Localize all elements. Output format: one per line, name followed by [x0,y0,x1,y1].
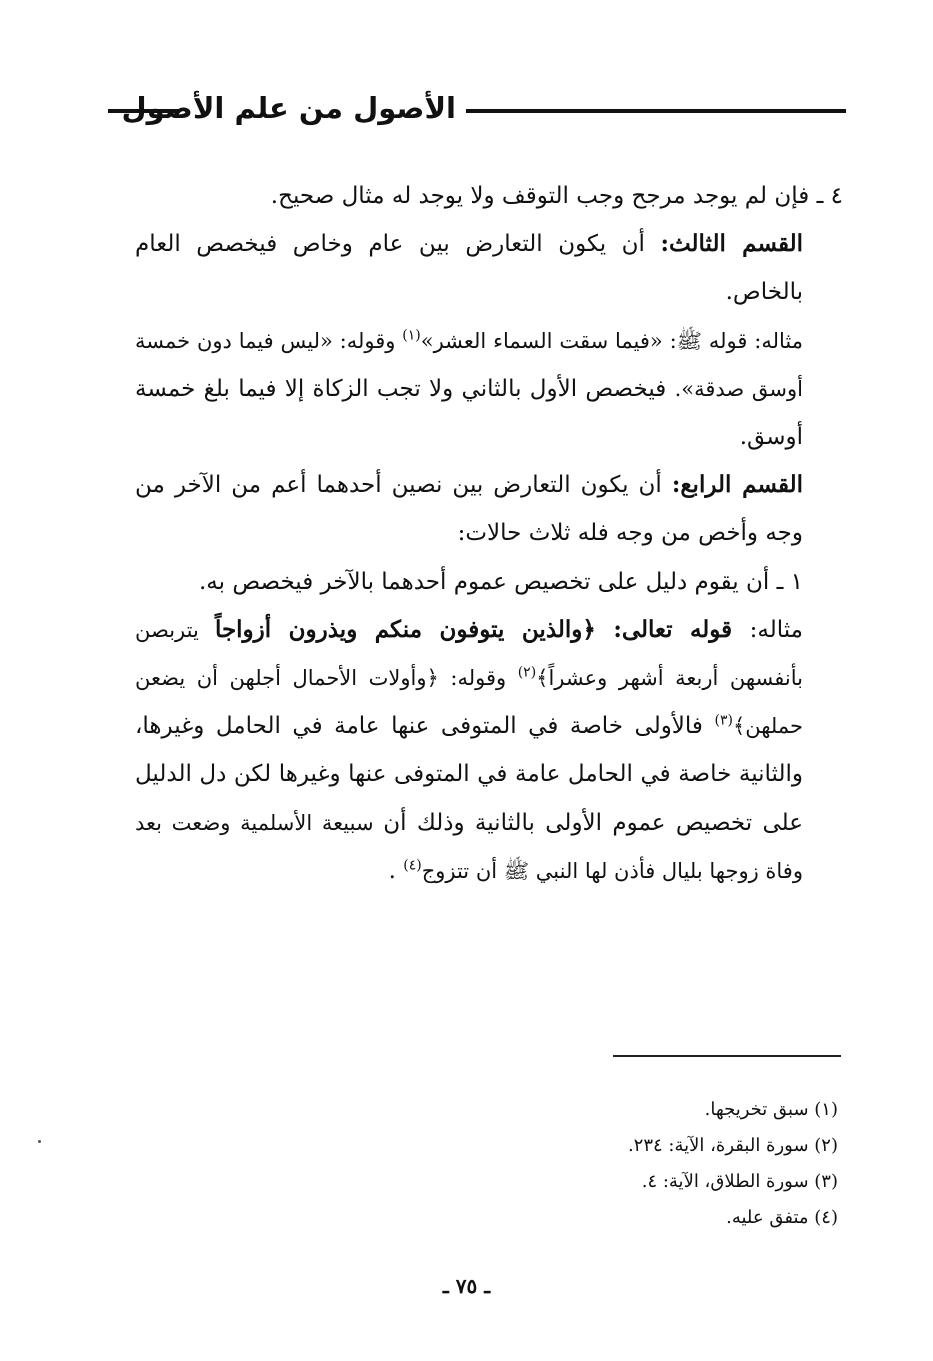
page-number: ـ ٧٥ ـ [442,1274,491,1298]
paragraph-example-2 [135,606,843,895]
section-3-title: القسم الثالث: [660,230,803,258]
footnote-separator [613,1055,841,1057]
paragraph-example-1 [135,317,843,462]
example-1-quote: وقوله: «ليس فيما دون خمسة أوسق صدقة». [135,328,803,401]
footnote-ref-1: (١) [402,326,421,343]
footnote-3: (٣) سورة الطلاق، الآية: ٤. [641,1171,838,1192]
paragraph-section-3 [135,220,843,316]
example-2-end: . [388,857,404,884]
section-4-text: أن يكون التعارض بين نصين أحدهما أعم من الآخر من وجه وأخص من وجه فله ثلاث حالات: [135,472,803,547]
example-2-hadith: سبيعة الأسلمية وضعت بعد وفاة زوجها بليال فأذن لها النبي ﷺ أن تتزوج [135,810,803,883]
footnote-4: (٤) متفق عليه. [726,1207,838,1228]
header-rule-right [466,109,846,113]
footnote-2: (٢) سورة البقرة، الآية: ٢٣٤. [627,1135,838,1156]
case-4-text: ٤ ـ فإن لم يوجد مرجح وجب التوقف ولا يوجد له مثال صحيح. [270,183,843,209]
section-3-text: أن يكون التعارض بين عام وخاص فيخصص العام بالخاص. [135,231,803,306]
footnote-1: (١) سبق تخريجها. [704,1099,838,1120]
scan-speck [38,1140,41,1143]
paragraph-case-4 [135,172,843,220]
footnote-ref-3: (٣) [714,712,733,729]
paragraph-case-1 [135,558,843,606]
header-title: الأصول من علم الأصول [121,91,456,125]
example-2-verse-1: قوله تعالى: ﴿والذين يتوفون منكم ويذرون أزواجاً [214,615,750,643]
example-2-verse-2: وقوله: ﴿وأولات الأحمال أجلهن أن يضعن حملهن﴾ [135,666,803,739]
footnote-ref-2: (٢) [517,664,537,681]
running-header [108,86,846,130]
section-4-title: القسم الرابع: [671,471,803,499]
paragraph-section-4 [135,461,843,557]
example-2-verse-1-cont: يتربصن بأنفسهن أربعة أشهر وعشراً﴾ [135,617,803,691]
example-2-explanation: فالأولى خاصة في المتوفى عنها عامة في الحامل وغيرها، والثانية خاصة في الحامل عامة في المتوفى عنها وغيرها لكن دل الدليل على تخصيص عموم الأولى بالثانية وذلك أن [135,713,804,836]
footnote-ref-4: (٤) [403,857,422,874]
case-1-text: ١ ـ أن يقوم دليل على تخصيص عموم أحدهما بالآخر فيخصص به. [198,568,803,595]
example-1-conclusion: فيخصص الأول بالثاني ولا تجب الزكاة إلا فيما بلغ خمسة أوسق. [135,375,803,451]
main-text [135,172,843,895]
footnotes [418,1092,838,1236]
example-2-label: مثاله: [749,616,803,643]
example-1-lead: مثاله: قوله ﷺ: «فيما سقت السماء العشر» [420,328,803,353]
